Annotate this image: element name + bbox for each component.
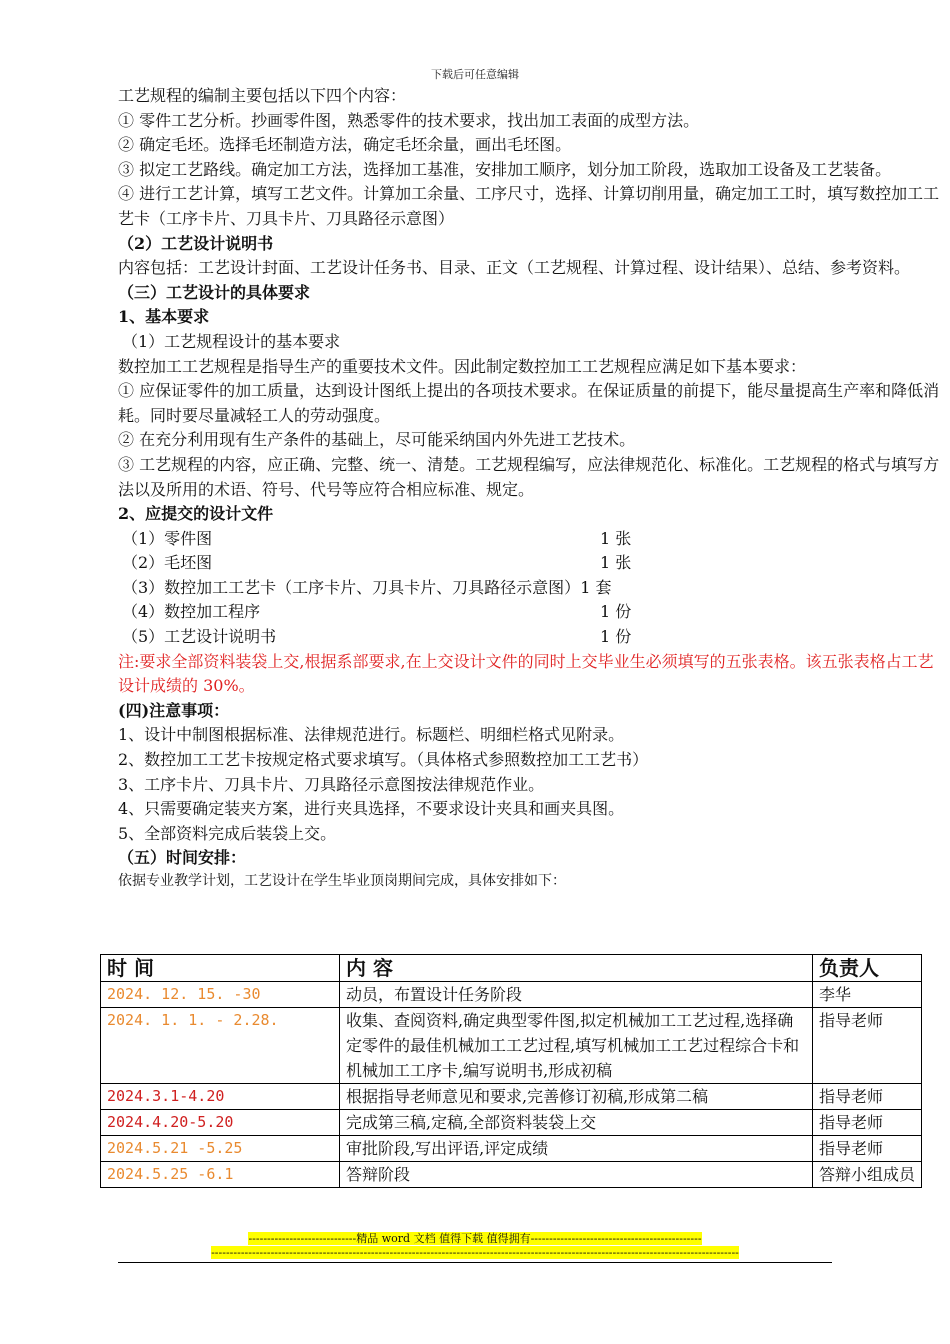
requirement-2: ② 在充分利用现有生产条件的基础上，尽可能采纳国内外先进工艺技术。 (118, 430, 636, 450)
row-owner: 指导老师 (812, 1110, 921, 1136)
table-row (101, 1008, 922, 1084)
submission-note: 注:要求全部资料装袋上交,根据系部要求,在上交设计文件的同时上交毕业生必须填写的五张表格。该五张表格占工艺设计成绩的 30%。 (118, 651, 934, 696)
content-item-2: ② 确定毛坯。选择毛坯制造方法，确定毛坯余量，画出毛坯图。 (118, 135, 572, 155)
row-content: 答辩阶段 (340, 1162, 813, 1188)
file-row (118, 551, 944, 576)
file-row (118, 600, 944, 625)
files-title: 2、应提交的设计文件 (118, 504, 274, 524)
schedule-title: （五）时间安排： (118, 848, 247, 868)
row-time: 2024.3.1-4.20 (101, 1084, 340, 1110)
requirement-3: ③ 工艺规程的内容，应正确、完整、统一、清楚。工艺规程编写，应法律规范化、标准化。工艺规程的格式与填写方法以及所用的术语、符号、代号等应符合相应标准、规定。 (118, 454, 940, 499)
basic-requirements-body: 数控加工工艺规程是指导生产的重要技术文件。因此制定数控加工工艺规程应满足如下基本要求： (118, 356, 807, 376)
table-row (101, 1110, 922, 1136)
notice-item: 5、全部资料完成后装袋上交。 (118, 823, 337, 843)
notice-item: 3、工序卡片、刀具卡片、刀具路径示意图按法律规范作业。 (118, 774, 545, 794)
file-row (118, 576, 944, 601)
section-3-title: （三）工艺设计的具体要求 (118, 282, 311, 302)
row-content: 根据指导老师意见和要求,完善修订初稿,形成第二稿 (340, 1084, 813, 1110)
notice-item: 2、数控加工工艺卡按规定格式要求填写。（具体格式参照数控加工工艺书） (118, 750, 649, 770)
row-time: 2024.4.20-5.20 (101, 1110, 340, 1136)
content-item-3: ③ 拟定工艺路线。确定加工方法，选择加工基准，安排加工顺序，划分加工阶段，选取加工设备及工艺装备。 (118, 159, 892, 179)
content-item-4: ④ 进行工艺计算，填写工艺文件。计算加工余量、工序尺寸，选择、计算切削用量，确定加工工时，填写数控加工工艺卡（工序卡片、刀具卡片、刀具路径示意图） (118, 184, 940, 228)
file-name: （3）数控加工工艺卡（工序卡片、刀具卡片、刀具路径示意图） (122, 577, 581, 597)
row-owner: 李华 (812, 982, 921, 1008)
row-content: 收集、查阅资料,确定典型零件图,拟定机械加工工艺过程,选择确定零件的最佳机械加工工艺过程,填写机械加工工艺过程综合卡和机械加工工序卡,编写说明书,形成初稿 (340, 1008, 813, 1084)
row-content: 动员，布置设计任务阶段 (340, 982, 813, 1008)
file-name: （5）工艺设计说明书 (122, 627, 277, 647)
footer-line-2: ---------------------------------------------------------------------------------------------------------------------------------------------- (211, 1246, 739, 1259)
footer-rule (118, 1262, 832, 1263)
file-name: （2）毛坯图 (122, 553, 213, 573)
schedule-intro: 依据专业教学计划，工艺设计在学生毕业顶岗期间完成，具体安排如下： (118, 873, 566, 889)
file-qty: 1 张 (600, 528, 632, 548)
table-row (101, 982, 922, 1008)
table-header-row (101, 955, 922, 982)
row-owner: 指导老师 (812, 1008, 921, 1084)
file-qty: 1 套 (580, 577, 612, 597)
notice-item: 1、设计中制图根据标准、法律规范进行。标题栏、明细栏格式见附录。 (118, 725, 625, 745)
file-qty: 1 份 (600, 627, 632, 647)
table-row (101, 1136, 922, 1162)
intro-line: 工艺规程的编制主要包括以下四个内容： (118, 86, 407, 105)
section-2-body: 内容包括：工艺设计封面、工艺设计任务书、目录、正文（工艺规程、计算过程、设计结果）、总结、参考资料。 (118, 258, 911, 278)
row-owner: 答辩小组成员 (812, 1162, 921, 1188)
file-name: （1）零件图 (122, 528, 213, 548)
row-content: 审批阶段,写出评语,评定成绩 (340, 1136, 813, 1162)
file-row (118, 625, 944, 650)
table-row (101, 1162, 922, 1188)
basic-requirements-title: 1、基本要求 (118, 307, 210, 327)
row-content: 完成第三稿,定稿,全部资料装袋上交 (340, 1110, 813, 1136)
footer-line-1: -----------------------------精品 word 文档 值得下载 值得拥有---------------------------------------------- (248, 1232, 702, 1245)
notice-title: (四)注意事项： (118, 700, 230, 720)
header-time: 时 间 (101, 955, 340, 982)
row-time: 2024. 1. 1. - 2.28. (101, 1008, 340, 1084)
notice-item: 4、只需要确定装夹方案，进行夹具选择，不要求设计夹具和画夹具图。 (118, 799, 625, 819)
content-item-1: ① 零件工艺分析。抄画零件图，熟悉零件的技术要求，找出加工表面的成型方法。 (118, 110, 700, 130)
section-2-title: （2）工艺设计说明书 (118, 233, 274, 253)
header-owner: 负责人 (812, 955, 921, 982)
footer-banner (0, 1230, 950, 1246)
file-row (118, 527, 944, 552)
header-note: 下载后可任意编辑 (431, 68, 519, 81)
row-time: 2024. 12. 15. -30 (101, 982, 340, 1008)
file-qty: 1 张 (600, 553, 632, 573)
row-time: 2024.5.21 -5.25 (101, 1136, 340, 1162)
row-time: 2024.5.25 -6.1 (101, 1162, 340, 1188)
file-qty: 1 份 (600, 602, 632, 622)
basic-requirements-subtitle: （1）工艺规程设计的基本要求 (122, 331, 341, 351)
document-body (118, 84, 944, 891)
header-content: 内 容 (340, 955, 813, 982)
footer-banner-2 (0, 1246, 950, 1259)
row-owner: 指导老师 (812, 1136, 921, 1162)
file-name: （4）数控加工程序 (122, 602, 261, 622)
requirement-1: ① 应保证零件的加工质量，达到设计图纸上提出的各项技术要求。在保证质量的前提下，能尽量提高生产率和降低消耗。同时要尽量减轻工人的劳动强度。 (118, 381, 940, 425)
table-row (101, 1084, 922, 1110)
schedule-table (100, 954, 922, 1188)
row-owner: 指导老师 (812, 1084, 921, 1110)
